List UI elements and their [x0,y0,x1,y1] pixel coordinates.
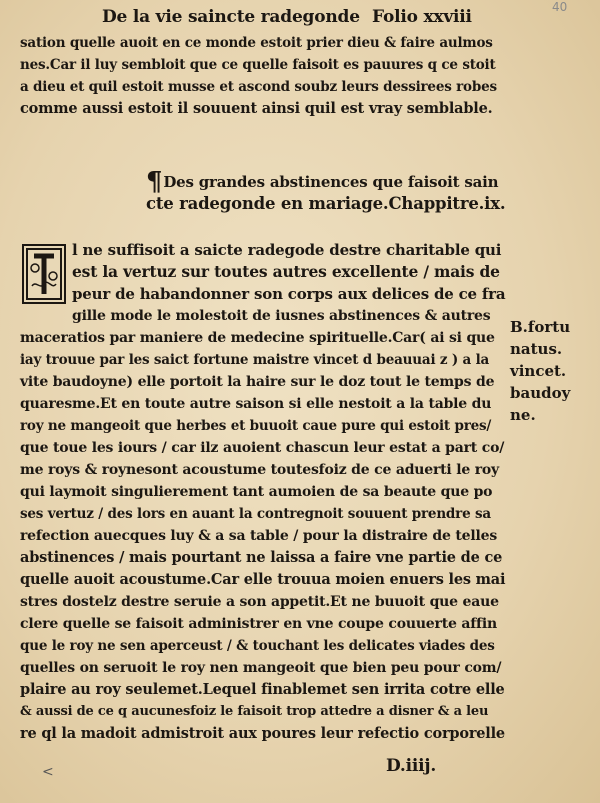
text-line: que toue les iours / car ilz auoient chascun leur estat a part co/ [20,440,505,456]
text-line: peur de habandonner son corps aux delices de ce fra [72,285,506,303]
margin-note-line: natus. [510,340,563,358]
text-line: nes.Car il luy sembloit que ce quelle faisoit es pauures q ce stoit [20,57,496,73]
text-line: stres dostelz destre seruie a son appetit.Et ne buuoit que eaue [20,594,499,610]
heading-line: Des grandes abstinences que faisoit sain [163,173,499,191]
text-line: a dieu et quil estoit musse et ascond soubz leurs dessirees robes [20,79,497,95]
text-line: & aussi de ce q aucunesfoiz le faisoit trop attedre a disner & a leu [20,704,489,719]
signature-mark: D.iiij. [386,756,437,776]
margin-note-line: vincet. [510,362,567,380]
text-line: roy ne mangeoit que herbes et buuoit caue pure qui estoit pres/ [20,418,492,434]
text-line: quelle auoit acoustume.Car elle trouua moien enuers les mai [20,571,506,588]
text-line: re ql la madoit admistroit aux poures leur refectio corporelle [20,725,505,742]
text-line: quelles on seruoit le roy nen mangeoit que bien peu pour com/ [20,660,502,676]
text-line: l ne suffisoit a saicte radegode destre charitable qui [72,241,502,259]
text-line: sation quelle auoit en ce monde estoit prier dieu & faire aulmos [20,35,493,51]
running-head: De la vie saincte radegonde [102,7,360,27]
text-line: refection auecques luy & a sa table / pour la distraire de telles [20,528,498,544]
text-line: est la vertuz sur toutes autres excellente / mais de [72,262,500,281]
text-line: comme aussi estoit il souuent ainsi quil est vray semblable. [20,100,493,117]
text-line: iay trouue par les saict fortune maistre vincet d beauuai z ) a la [20,352,490,368]
folio-number: Folio xxviii [372,7,472,27]
pencil-page-number: 40 [552,0,568,14]
corner-mark: < [42,764,54,780]
text-line: qui laymoit singulierement tant aumoien de sa beaute que po [20,484,493,500]
margin-note-line: B.fortu [510,318,571,336]
text-line: plaire au roy seulemet.Lequel finablemet sen irrita cotre elle [20,681,505,698]
text-line: clere quelle se faisoit administrer en vne coupe couuerte affin [20,616,497,632]
text-line: gille mode le molestoit de iusnes abstinences & autres [72,308,491,324]
pilcrow-icon: ¶ [146,167,163,197]
text-line: maceratios par maniere de medecine spirituelle.Car( ai si que [20,330,495,346]
text-line: vite baudoyne) elle portoit la haire sur le doz tout le temps de [20,374,495,390]
margin-note-line: baudoy [510,384,571,402]
margin-note-line: ne. [510,406,536,424]
heading-line: cte radegonde en mariage.Chappitre.ix. [146,194,506,213]
text-line: me roys & roynesont acoustume toutesfoiz de ce aduerti le roy [20,462,499,478]
decorated-initial-icon [22,244,66,304]
text-line: que le roy ne sen aperceust / & touchant les delicates viades des [20,638,495,654]
text-line: ses vertuz / des lors en auant la contregnoit souuent prendre sa [20,506,491,522]
text-line: quaresme.Et en toute autre saison si elle nestoit a la table du [20,396,492,412]
text-line: abstinences / mais pourtant ne laissa a faire vne partie de ce [20,549,503,566]
